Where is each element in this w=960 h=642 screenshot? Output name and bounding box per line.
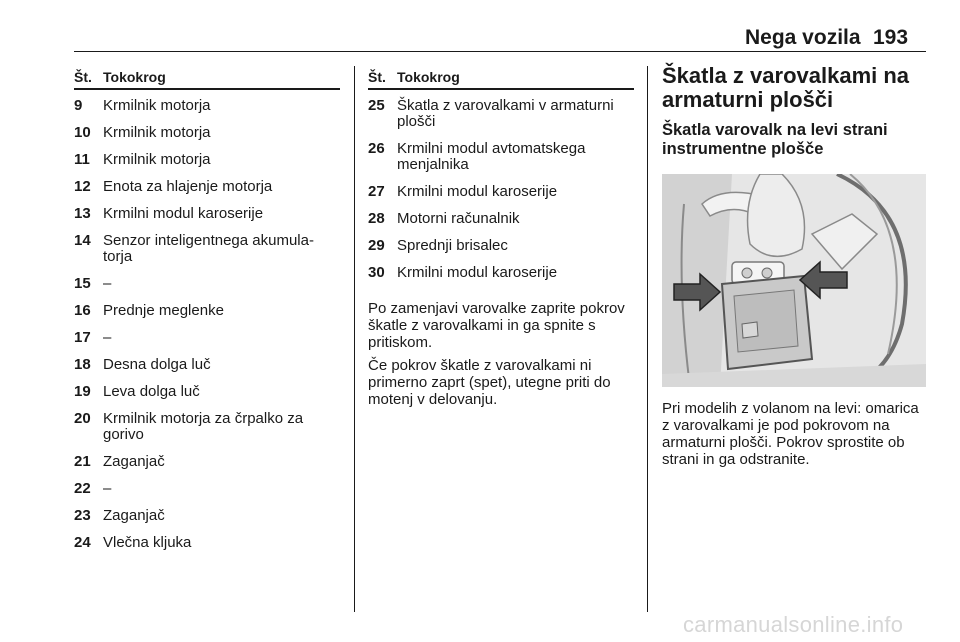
table-row	[74, 206, 340, 222]
fuse-number: 23	[74, 507, 91, 524]
section-subheading: Škatla varovalk na levi strani instrumentne plošče	[662, 121, 888, 158]
table-row	[74, 357, 340, 373]
circuit-name: Senzor inteligentnega akumula-torja	[103, 232, 314, 265]
fuse-number: 16	[74, 302, 91, 319]
fuse-number: 20	[74, 410, 91, 427]
fuse-number: 27	[368, 183, 385, 200]
fuse-number: 15	[74, 275, 91, 292]
header-number: Št.	[368, 69, 386, 85]
paragraph: Po zamenjavi varovalke zaprite pokrov škatle z varovalkami in ga spnite s pritiskom.	[368, 300, 625, 351]
table-row	[74, 276, 340, 292]
section-column	[662, 63, 926, 159]
header-circuit: Tokokrog	[397, 69, 460, 85]
circuit-name: –	[103, 480, 112, 497]
fuse-table-left	[74, 66, 340, 551]
fuse-table-right	[368, 66, 634, 408]
table-row	[368, 238, 634, 254]
circuit-name: Krmilnik motorja za črpalko za gorivo	[103, 410, 304, 443]
header-number: Št.	[74, 69, 92, 85]
section-heading: Škatla z varovalkami na armaturni plošči	[662, 63, 910, 112]
fuse-number: 21	[74, 453, 91, 470]
table-row	[368, 211, 634, 227]
table-row	[368, 184, 634, 200]
fuse-number: 28	[368, 210, 385, 227]
fuse-number: 17	[74, 329, 91, 346]
table-row	[368, 265, 634, 281]
table-row	[74, 481, 340, 497]
fuse-number: 25	[368, 97, 385, 114]
watermark: carmanualsonline.info	[683, 612, 904, 637]
circuit-name: Desna dolga luč	[103, 356, 211, 373]
table-row	[74, 303, 340, 319]
column-divider-right	[647, 66, 648, 612]
circuit-name: Prednje meglenke	[103, 302, 224, 319]
page-header-title: Nega vozila	[745, 26, 861, 49]
circuit-name: Krmilnik motorja	[103, 124, 211, 141]
fuse-number: 30	[368, 264, 385, 281]
fuse-number: 11	[74, 151, 90, 168]
page-number: 193	[873, 26, 909, 49]
circuit-name: –	[103, 329, 112, 346]
fuse-number: 24	[74, 534, 91, 551]
circuit-name: Krmilnik motorja	[103, 97, 211, 114]
column-divider-left	[354, 66, 355, 612]
section-body	[662, 400, 926, 468]
fuse-number: 12	[74, 178, 91, 195]
circuit-name: Leva dolga luč	[103, 383, 200, 400]
fuse-number: 14	[74, 232, 91, 249]
header-rule	[74, 51, 926, 52]
dashboard-fuse-cover-icon	[662, 174, 926, 387]
fuse-number: 10	[74, 124, 91, 141]
circuit-name: Krmilni modul avtomatskega menjalnika	[397, 140, 586, 173]
fuse-number: 19	[74, 383, 91, 400]
table-row	[74, 330, 340, 346]
circuit-name: Sprednji brisalec	[397, 237, 508, 254]
table-row	[74, 233, 340, 265]
header-circuit: Tokokrog	[103, 69, 166, 85]
circuit-name: Enota za hlajenje motorja	[103, 178, 273, 195]
table-row	[368, 141, 634, 173]
circuit-name: Škatla z varovalkami v armaturni plošči	[397, 97, 614, 130]
table-row	[74, 384, 340, 400]
circuit-name: Zaganjač	[103, 507, 165, 524]
paragraph: Pri modelih z volanom na levi: omarica z varovalkami je pod pokrovom na armaturni plošči. Pokrov sprostite ob strani in ga odstranite.	[662, 400, 919, 468]
table-header	[368, 66, 634, 90]
table-row	[74, 535, 340, 551]
fuse-number: 26	[368, 140, 385, 157]
fuse-number: 13	[74, 205, 91, 222]
table-row	[74, 508, 340, 524]
fuse-number: 22	[74, 480, 91, 497]
table-row	[74, 152, 340, 168]
table-header	[74, 66, 340, 90]
circuit-name: Krmilni modul karoserije	[103, 205, 264, 222]
circuit-name: Krmilni modul karoserije	[397, 264, 558, 281]
circuit-name: Motorni računalnik	[397, 210, 520, 227]
fuse-number: 29	[368, 237, 385, 254]
table-row	[74, 179, 340, 195]
table-row	[74, 98, 340, 114]
table-row	[74, 411, 340, 443]
circuit-name: Zaganjač	[103, 453, 165, 470]
paragraph: Če pokrov škatle z varovalkami ni primerno zaprt (spet), utegne priti do motenj v delovanju.	[368, 357, 611, 408]
body-text	[368, 300, 634, 408]
fuse-number: 18	[74, 356, 91, 373]
table-row	[368, 98, 634, 130]
fuse-number: 9	[74, 97, 83, 114]
circuit-name: Vlečna kljuka	[103, 534, 192, 551]
circuit-name: Krmilnik motorja	[103, 151, 211, 168]
table-row	[74, 125, 340, 141]
circuit-name: Krmilni modul karoserije	[397, 183, 558, 200]
table-row	[74, 454, 340, 470]
circuit-name: –	[103, 275, 112, 292]
